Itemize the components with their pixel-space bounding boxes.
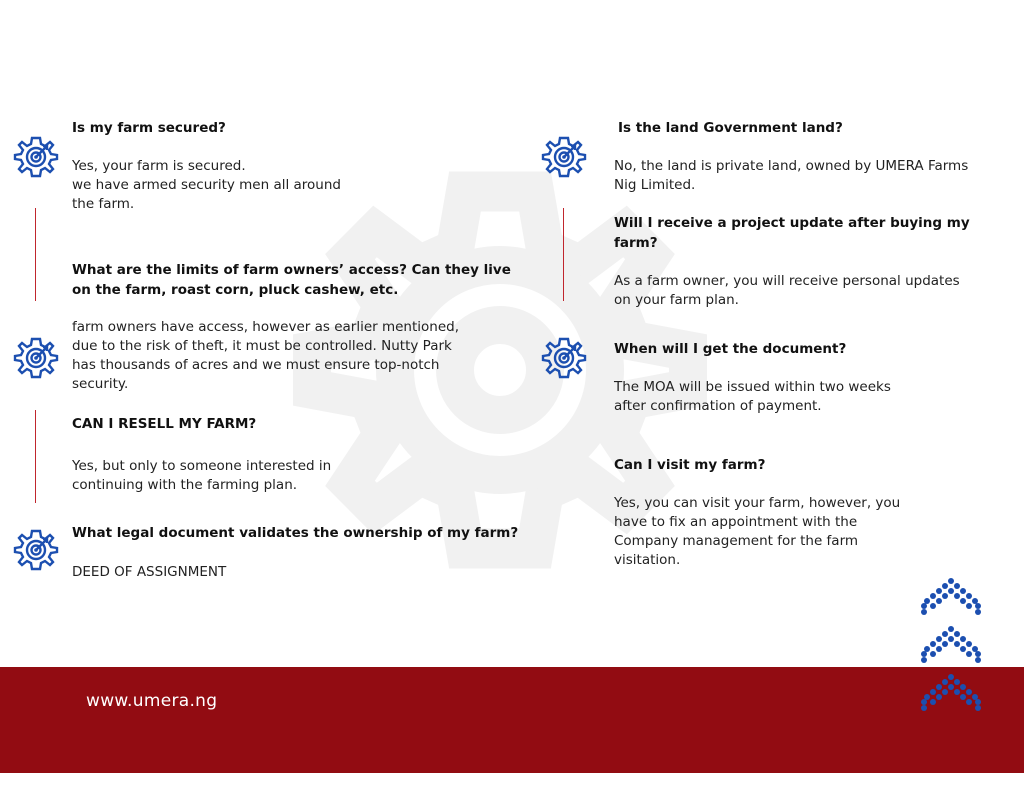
faq-question: Is my farm secured? (72, 120, 226, 136)
faq-answer: farm owners have access, however as earlier mentioned, due to the risk of theft, it must be controlled. Nutty Park has thousands of acres and we must ensure top-notch security. (72, 319, 460, 392)
faq-answer: DEED OF ASSIGNMENT (72, 564, 227, 580)
faq-question: What legal document validates the ownership of my farm? (72, 525, 519, 541)
faq-answer: Yes, your farm is secured. we have armed security men all around the farm. (72, 158, 341, 212)
faq-question: Is the land Government land? (618, 120, 843, 136)
faq-answer: As a farm owner, you will receive personal updates on your farm plan. (614, 273, 960, 308)
footer-bar (0, 667, 1024, 773)
target-gear-icon (13, 528, 59, 574)
faq-question: When will I get the document? (614, 341, 847, 357)
faq-question: Can I visit my farm? (614, 457, 766, 473)
faq-question: CAN I RESELL MY FARM? (72, 416, 257, 432)
website-link[interactable]: www.umera.ng (86, 691, 218, 711)
faq-answer: No, the land is private land, owned by UMERA Farms Nig Limited. (614, 158, 969, 193)
target-gear-icon (13, 135, 59, 181)
divider-line (35, 208, 36, 301)
umera-chevron-dots-logo-icon (916, 575, 986, 720)
faq-question: What are the limits of farm owners’ access? Can they live on the farm, roast corn, pluck cashew, etc. (72, 262, 511, 298)
faq-answer: The MOA will be issued within two weeks after confirmation of payment. (614, 379, 891, 414)
target-gear-icon (541, 336, 587, 382)
faq-answer: Yes, but only to someone interested in continuing with the farming plan. (72, 458, 332, 493)
faq-question: Will I receive a project update after buying my farm? (614, 215, 970, 251)
target-gear-icon (541, 135, 587, 181)
divider-line (35, 410, 36, 503)
faq-answer: Yes, you can visit your farm, however, you have to fix an appointment with the Company management for the farm visitation. (614, 495, 901, 568)
divider-line (563, 208, 564, 301)
target-gear-icon (13, 336, 59, 382)
